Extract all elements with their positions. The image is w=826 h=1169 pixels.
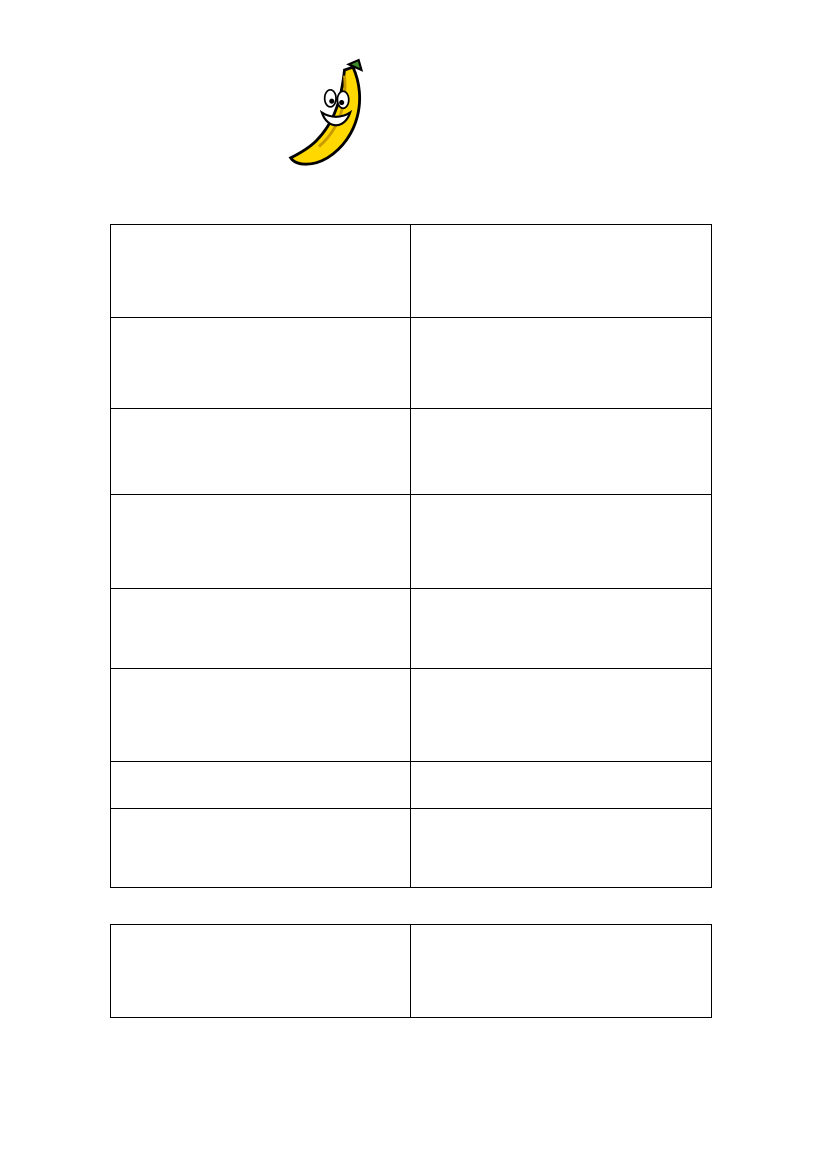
cell-student-b bbox=[411, 225, 712, 318]
cell-student-b bbox=[411, 589, 712, 669]
table-row bbox=[111, 669, 712, 762]
banana-icon bbox=[331, 935, 383, 1009]
cell-student-b bbox=[411, 318, 712, 409]
cell-student-a bbox=[111, 409, 411, 495]
cell-student-b bbox=[411, 762, 712, 809]
banana-icon bbox=[625, 591, 677, 665]
banana-icon bbox=[316, 231, 368, 305]
table-row bbox=[111, 409, 712, 495]
banana-icon bbox=[326, 324, 378, 398]
banana-icon bbox=[617, 505, 669, 579]
banana-mascot-icon bbox=[285, 55, 370, 170]
cell-student-b bbox=[411, 925, 712, 1018]
banana-icon bbox=[607, 231, 659, 305]
banana-icon bbox=[326, 499, 378, 573]
banana-icon bbox=[306, 671, 358, 745]
cell-student-a bbox=[111, 762, 411, 809]
banana-icon bbox=[316, 591, 368, 665]
table-row bbox=[111, 925, 712, 1018]
dictation-table bbox=[110, 224, 712, 888]
cell-student-a bbox=[111, 925, 411, 1018]
banana-icon bbox=[617, 324, 669, 398]
cell-student-b bbox=[411, 495, 712, 589]
banana-icon bbox=[326, 415, 378, 489]
dictation-table-extra bbox=[110, 924, 712, 1018]
banana-icon bbox=[591, 933, 643, 1007]
table-row bbox=[111, 225, 712, 318]
cell-student-a bbox=[111, 225, 411, 318]
table-row bbox=[111, 318, 712, 409]
cell-student-a bbox=[111, 589, 411, 669]
cell-student-a bbox=[111, 495, 411, 589]
cell-student-a bbox=[111, 318, 411, 409]
banana-icon bbox=[625, 673, 677, 747]
banana-icon bbox=[617, 415, 669, 489]
table-row bbox=[111, 589, 712, 669]
cell-student-a bbox=[111, 669, 411, 762]
banana-icon bbox=[617, 811, 669, 885]
cell-student-b bbox=[411, 669, 712, 762]
table-row bbox=[111, 762, 712, 809]
table-row bbox=[111, 495, 712, 589]
table-row bbox=[111, 809, 712, 888]
banana-icon bbox=[211, 831, 251, 887]
cell-student-b bbox=[411, 409, 712, 495]
cell-student-a bbox=[111, 809, 411, 888]
cell-student-b bbox=[411, 809, 712, 888]
